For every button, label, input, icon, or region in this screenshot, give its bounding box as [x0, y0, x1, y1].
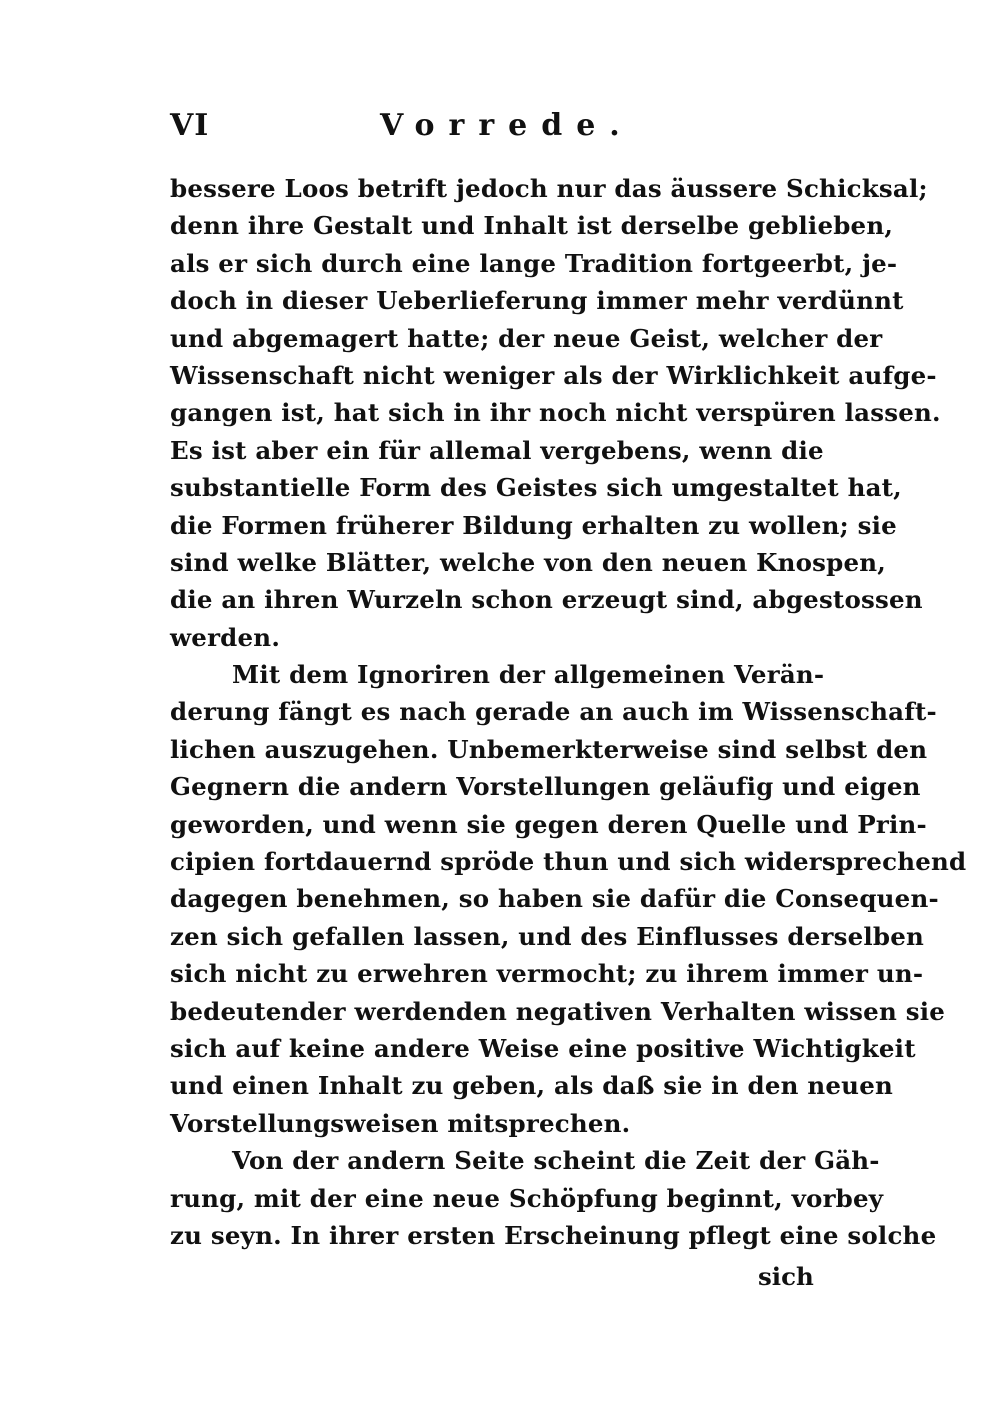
- text-line: lichen auszugehen. Unbemerkterweise sind selbst den: [170, 734, 928, 764]
- text-line: sich nicht zu erwehren vermocht; zu ihrem immer un-: [170, 959, 924, 989]
- text-line: geworden, und wenn sie gegen deren Quelle und Prin-: [170, 809, 927, 839]
- text-line: denn ihre Gestalt und Inhalt ist derselbe geblieben,: [170, 211, 894, 241]
- text-line: zen sich gefallen lassen, und des Einflusses derselben: [170, 921, 925, 951]
- text-line: werden.: [170, 622, 281, 652]
- text-line: bessere Loos betrift jedoch nur das äussere Schicksal;: [170, 174, 928, 203]
- text-line: und einen Inhalt zu geben, als daß sie in den neuen: [170, 1071, 893, 1101]
- page-number: VI: [170, 108, 210, 143]
- text-line: zu seyn. In ihrer ersten Erscheinung pflegt eine solche: [170, 1220, 937, 1250]
- text-line: substantielle Form des Geistes sich umgestaltet hat,: [170, 473, 902, 503]
- text-line: doch in dieser Ueberlieferung immer mehr verdünnt: [170, 286, 904, 316]
- catchword: sich: [758, 1262, 814, 1291]
- page-header: [170, 108, 810, 152]
- text-line: sind welke Blätter, welche von den neuen Knospen,: [170, 547, 887, 577]
- text-line: Gegnern die andern Vorstellungen geläufig und eigen: [170, 772, 921, 802]
- text-line: Es ist aber ein für allemal vergebens, wenn die: [170, 435, 824, 465]
- text-line: bedeutender werdenden negativen Verhalten wissen sie: [170, 996, 945, 1026]
- text-line: cipien fortdauernd spröde thun und sich widersprechend: [170, 847, 967, 877]
- text-line: gangen ist, hat sich in ihr noch nicht verspüren lassen.: [170, 398, 941, 428]
- text-line: derung fängt es nach gerade an auch im Wissenschaft-: [170, 697, 937, 727]
- text-line: Mit dem Ignoriren der allgemeinen Verän-: [232, 660, 825, 690]
- text-line: Vorstellungsweisen mitsprechen.: [170, 1108, 631, 1138]
- text-line: die Formen früherer Bildung erhalten zu wollen; sie: [170, 510, 897, 540]
- text-line: sich auf keine andere Weise eine positive Wichtigkeit: [170, 1033, 916, 1063]
- running-title: Vorrede.: [380, 108, 634, 143]
- text-line: und abgemagert hatte; der neue Geist, welcher der: [170, 323, 883, 353]
- body-text: [170, 170, 967, 1254]
- text-line: dagegen benehmen, so haben sie dafür die Consequen-: [170, 884, 939, 914]
- text-line: als er sich durch eine lange Tradition fortgeerbt, je-: [170, 248, 898, 278]
- text-line: rung, mit der eine neue Schöpfung beginnt, vorbey: [170, 1183, 884, 1213]
- text-line: Von der andern Seite scheint die Zeit der Gäh-: [232, 1146, 880, 1176]
- text-line: Wissenschaft nicht weniger als der Wirklichkeit aufge-: [170, 360, 937, 390]
- text-line: die an ihren Wurzeln schon erzeugt sind, abgestossen: [170, 585, 923, 615]
